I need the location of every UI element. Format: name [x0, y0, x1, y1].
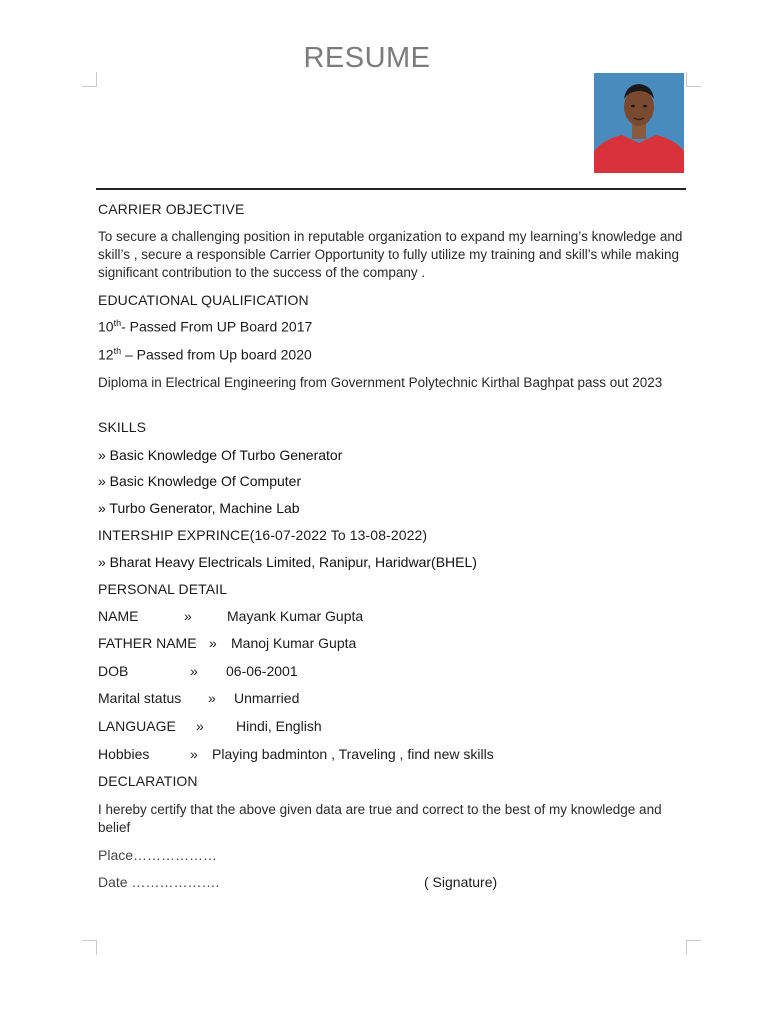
skill-item: » Turbo Generator, Machine Lab — [98, 500, 300, 516]
education-heading: EDUCATIONAL QUALIFICATION — [98, 292, 309, 308]
personal-value: Unmarried — [234, 690, 300, 706]
personal-value: 06-06-2001 — [226, 663, 298, 679]
objective-heading: CARRIER OBJECTIVE — [98, 201, 245, 217]
declaration-signature: ( Signature) — [424, 874, 498, 890]
tenth-num: 10 — [98, 318, 114, 335]
education-tenth — [98, 318, 312, 335]
personal-sep: » — [190, 663, 198, 679]
personal-label: NAME — [98, 608, 139, 624]
twelfth-sup: th — [113, 346, 122, 356]
twelfth-text: – Passed from Up board 2020 — [121, 346, 312, 363]
personal-sep: » — [184, 608, 192, 624]
declaration-heading: DECLARATION — [98, 773, 198, 789]
declaration-date: Date ………………. — [98, 874, 220, 890]
education-diploma: Diploma in Electrical Engineering from Government Polytechnic Kirthal Baghpat pass out 2023 — [98, 375, 663, 390]
profile-photo-illustration — [594, 73, 684, 173]
personal-label: Marital status — [98, 690, 182, 706]
resume-title: RESUME — [303, 42, 431, 74]
personal-heading: PERSONAL DETAIL — [98, 581, 228, 597]
skill-item: » Basic Knowledge Of Computer — [98, 473, 302, 489]
personal-value: Playing badminton , Traveling , find new skills — [212, 746, 494, 762]
personal-sep: » — [208, 690, 216, 706]
personal-label: LANGUAGE — [98, 718, 176, 734]
objective-text: To secure a challenging position in reputable organization to expand my learning’s knowledge and skill’s , secure a responsible Carrier Opportunity to fully utilize my training and skill’s while making significant contribution to the success of the company . — [98, 229, 683, 280]
personal-label: FATHER NAME — [98, 635, 197, 651]
personal-label: Hobbies — [98, 746, 150, 762]
education-twelfth — [98, 346, 312, 363]
personal-label: DOB — [98, 663, 129, 679]
twelfth-num: 12 — [98, 346, 114, 363]
personal-value: Hindi, English — [236, 718, 322, 734]
tenth-sup: th — [113, 318, 122, 328]
profile-photo — [594, 73, 684, 173]
internship-heading: INTERSHIP EXPRINCE(16-07-2022 To 13-08-2022) — [98, 527, 428, 543]
personal-sep: » — [190, 746, 198, 762]
header-divider — [96, 188, 686, 190]
personal-value: Manoj Kumar Gupta — [231, 635, 357, 651]
tenth-text: - Passed From UP Board 2017 — [121, 318, 313, 335]
skill-item: » Basic Knowledge Of Turbo Generator — [98, 447, 343, 463]
personal-sep: » — [209, 635, 217, 651]
crop-mark-bottom-right — [686, 940, 701, 955]
declaration-place: Place……………… — [98, 847, 218, 863]
crop-mark-bottom-left — [82, 940, 97, 955]
skills-heading: SKILLS — [98, 419, 147, 435]
declaration-text: I hereby certify that the above given data are true and correct to the best of my knowledge and belief — [98, 802, 662, 835]
internship-item: » Bharat Heavy Electricals Limited, Ranipur, Haridwar(BHEL) — [98, 554, 477, 570]
personal-sep: » — [196, 718, 204, 734]
personal-value: Mayank Kumar Gupta — [227, 608, 364, 624]
